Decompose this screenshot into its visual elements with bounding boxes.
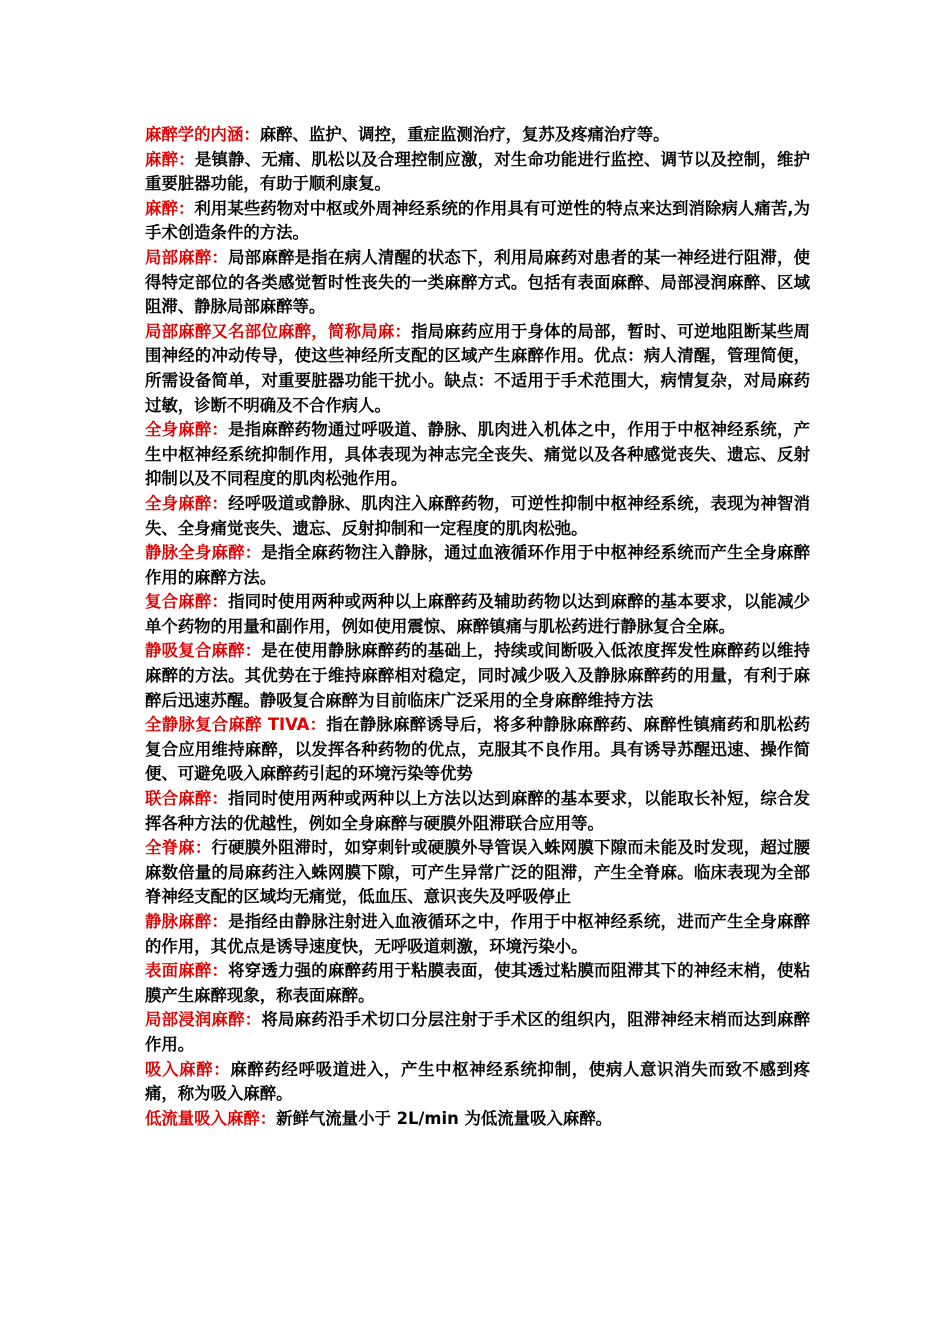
entry-low-flow-anesthesia bbox=[145, 1107, 810, 1132]
entry-term: 表面麻醉： bbox=[145, 961, 229, 981]
entry-joint-anesthesia bbox=[145, 787, 810, 836]
entry-text: 是镇静、无痛、肌松以及合理控制应激，对生命功能进行监控、调节以及控制，维护重要脏器功能，有助于顺利康复。 bbox=[145, 149, 811, 194]
entry-anesthesia-def-1 bbox=[145, 148, 810, 197]
entry-text: 指同时使用两种或两种以上方法以达到麻醉的基本要求，以能取长补短，综合发挥各种方法的优越性，例如全身麻醉与硬膜外阻滞联合应用等。 bbox=[145, 789, 810, 833]
entry-term: 全身麻醉： bbox=[145, 420, 229, 440]
entry-text: 指同时使用两种或两种以上麻醉药及辅助药物以达到麻醉的基本要求，以能减少单个药物的用量和副作用，例如使用震惊、麻醉镇痛与肌松药进行静脉复合全麻。 bbox=[145, 592, 810, 636]
entry-text: 将穿透力强的麻醉药用于粘膜表面，使其透过粘膜而阻滞其下的神经末梢，使粘膜产生麻醉现象，称表面麻醉。 bbox=[145, 961, 810, 1005]
entry-local-anesthesia bbox=[145, 246, 810, 320]
entry-anesthesiology-scope bbox=[145, 123, 810, 148]
entry-general-anesthesia-2 bbox=[145, 492, 810, 541]
entry-total-spinal bbox=[145, 836, 810, 910]
entry-term: 静脉麻醉： bbox=[145, 912, 229, 931]
entry-term: 吸入麻醉： bbox=[145, 1059, 231, 1079]
entry-regional-anesthesia bbox=[145, 320, 810, 418]
entry-term: 局部麻醉又名部位麻醉，简称局麻： bbox=[145, 321, 412, 341]
entry-term: 静吸复合麻醉： bbox=[145, 641, 262, 661]
entry-term: 联合麻醉： bbox=[145, 789, 229, 809]
entry-text: 是指全麻药物注入静脉，通过血液循环作用于中枢神经系统而产生全身麻醉作用的麻醉方法。 bbox=[145, 543, 811, 587]
entry-iv-anesthesia bbox=[145, 910, 810, 959]
entry-combined-anesthesia bbox=[145, 590, 810, 639]
entry-term: 复合麻醉： bbox=[145, 592, 229, 612]
entry-text: 指在静脉麻醉诱导后，将多种静脉麻醉药、麻醉性镇痛药和肌松药复合应用维持麻醉，以发挥各种药物的优点，克服其不良作用。具有诱导苏醒迅速、操作简便、可避免吸入麻醉药引起的环境污染等优势 bbox=[145, 715, 810, 784]
entry-text: 是指麻醉药物通过呼吸道、静脉、肌肉进入机体之中，作用于中枢神经系统，产生中枢神经系统抑制作用，具体表现为神志完全丧失、痛觉以及各种感觉丧失、遗忘、反射抑制以及不同程度的肌肉松弛作用。 bbox=[145, 420, 810, 489]
entry-tiva bbox=[145, 713, 810, 787]
entry-term: 全脊麻： bbox=[145, 838, 212, 858]
entry-term: 全静脉复合麻醉 TIVA： bbox=[145, 715, 327, 735]
entry-term: 静脉全身麻醉： bbox=[145, 543, 262, 563]
document-page bbox=[145, 123, 810, 1131]
entry-text: 麻醉、监护、调控，重症监测治疗，复苏及疼痛治疗等。 bbox=[259, 125, 670, 144]
entry-text: 是在使用静脉麻醉药的基础上，持续或间断吸入低浓度挥发性麻醉药以维持麻醉的方法。其优势在于维持麻醉相对稳定，同时减少吸入及静脉麻醉药的用量，有利于麻醉后迅速苏醒。静吸复合麻醉为目前临床广泛采用的全身麻醉维持方法 bbox=[145, 641, 811, 710]
entry-text: 利用某些药物对中枢或外周神经系统的作用具有可逆性的特点来达到消除病人痛苦,为手术创造条件的方法。 bbox=[145, 198, 811, 243]
entry-general-anesthesia-1 bbox=[145, 418, 810, 492]
entry-inhalation-anesthesia bbox=[145, 1058, 810, 1107]
entry-text: 局部麻醉是指在病人清醒的状态下，利用局麻药对患者的某一神经进行阻滞，使得特定部位的各类感觉暂时性丧失的一类麻醉方式。包括有表面麻醉、局部浸润麻醉、区域阻滞、静脉局部麻醉等。 bbox=[145, 247, 810, 317]
entry-infiltration-anesthesia bbox=[145, 1008, 810, 1057]
entry-text: 新鲜气流量小于 2L/min 为低流量吸入麻醉。 bbox=[276, 1108, 612, 1128]
entry-term: 麻醉： bbox=[145, 198, 195, 218]
entry-iv-inhalation-anesthesia bbox=[145, 639, 810, 713]
entry-term: 麻醉： bbox=[145, 149, 195, 169]
entry-text: 行硬膜外阻滞时，如穿刺针或硬膜外导管误入蛛网膜下隙而未能及时发现，超过腰麻数倍量的局麻药注入蛛网膜下隙，可产生异常广泛的阻滞，产生全脊麻。临床表现为全部脊神经支配的区域均无痛觉，低血压、意识丧失及呼吸停止 bbox=[145, 838, 811, 907]
entry-anesthesia-def-2 bbox=[145, 197, 810, 246]
entry-term: 低流量吸入麻醉： bbox=[145, 1108, 277, 1128]
entry-text: 是指经由静脉注射进入血液循环之中，作用于中枢神经系统，进而产生全身麻醉的作用，其优点是诱导速度快，无呼吸道刺激，环境污染小。 bbox=[145, 912, 810, 956]
entry-term: 麻醉学的内涵： bbox=[145, 125, 260, 144]
entry-text: 指局麻药应用于身体的局部，暂时、可逆地阻断某些周围神经的冲动传导，使这些神经所支配的区域产生麻醉作用。优点：病人清醒，管理简便，所需设备简单，对重要脏器功能干扰小。缺点：不适用于手术范围大，病情复杂，对局麻药过敏，诊断不明确及不合作病人。 bbox=[145, 321, 811, 415]
entry-text: 经呼吸道或静脉、肌肉注入麻醉药物，可逆性抑制中枢神经系统，表现为神智消失、全身痛觉丧失、遗忘、反射抑制和一定程度的肌肉松弛。 bbox=[145, 493, 810, 538]
entry-term: 全身麻醉： bbox=[145, 493, 229, 513]
entry-iv-general-anesthesia bbox=[145, 541, 810, 590]
entry-term: 局部麻醉： bbox=[145, 247, 229, 267]
entry-surface-anesthesia bbox=[145, 959, 810, 1008]
entry-text: 麻醉药经呼吸道进入，产生中枢神经系统抑制，使病人意识消失而致不感到疼痛，称为吸入麻醉。 bbox=[145, 1059, 810, 1104]
entry-term: 局部浸润麻醉： bbox=[145, 1010, 262, 1030]
entry-text: 将局麻药沿手术切口分层注射于手术区的组织内，阻滞神经末梢而达到麻醉作用。 bbox=[145, 1010, 811, 1054]
